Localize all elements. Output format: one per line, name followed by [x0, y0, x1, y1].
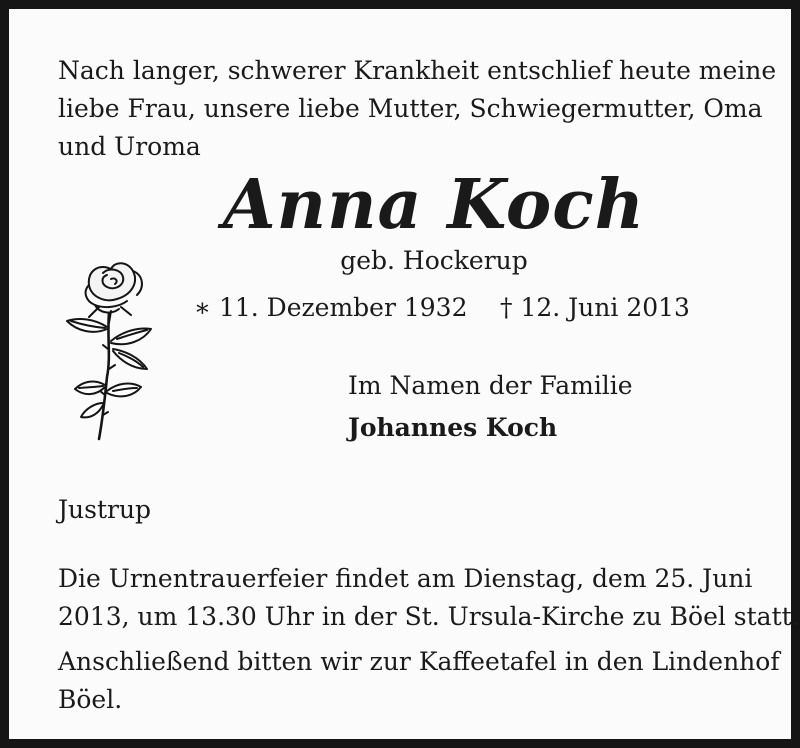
maiden-name: geb. Hockerup	[340, 246, 528, 275]
intro-line-1: Nach langer, schwerer Krankheit entschlief heute meine	[58, 56, 777, 85]
intro-text	[58, 52, 777, 166]
signer-name: Johannes Koch	[348, 413, 558, 442]
reception-line-2: Böel.	[58, 685, 123, 714]
ceremony-text	[58, 560, 800, 636]
intro-line-2: liebe Frau, unsere liebe Mutter, Schwiegermutter, Oma	[58, 94, 763, 123]
reception-text	[58, 643, 780, 719]
reception-line-1: Anschließend bitten wir zur Kaffeetafel in den Lindenhof	[58, 647, 780, 676]
place-name: Justrup	[58, 495, 152, 524]
intro-line-3: und Uroma	[58, 132, 201, 161]
deceased-name: Anna Koch	[222, 165, 646, 245]
ceremony-line-2: 2013, um 13.30 Uhr in der St. Ursula-Kirche zu Böel statt.	[58, 602, 800, 631]
birth-date: ∗ 11. Dezember 1932	[194, 293, 468, 322]
rose-icon	[59, 257, 169, 442]
ceremony-line-1: Die Urnentrauerfeier findet am Dienstag, dem 25. Juni	[58, 564, 753, 593]
family-intro: Im Namen der Familie	[348, 371, 633, 400]
death-date: † 12. Juni 2013	[500, 293, 690, 322]
